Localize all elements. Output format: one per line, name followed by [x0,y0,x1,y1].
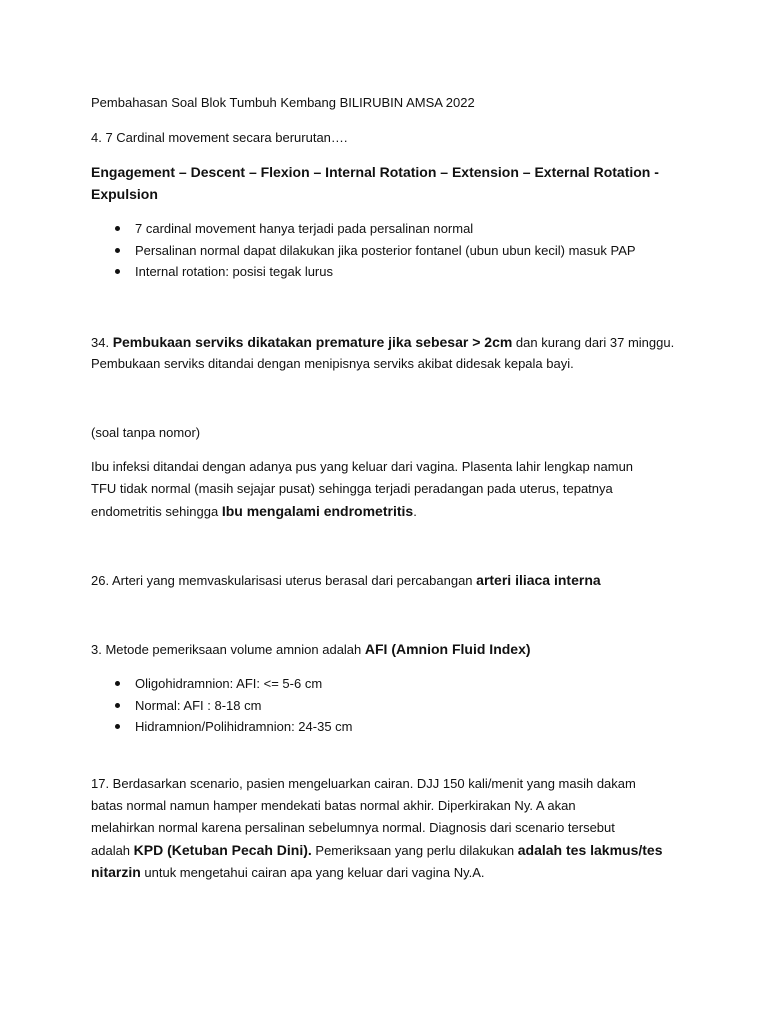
q17-line5-a: nitarzin [91,864,141,880]
q17-line1: 17. Berdasarkan scenario, pasien mengeluarkan cairan. DJJ 150 kali/menit yang masih dakam [91,776,636,791]
untitled-line3-text: endometritis sehingga [91,504,222,519]
untitled-line1: Ibu infeksi ditandai dengan adanya pus yang keluar dari vagina. Plasenta lahir lengkap namun [91,459,634,474]
q26-bold: arteri iliaca interna [476,572,601,588]
q4-bullet-list [91,218,681,283]
list-item: 7 cardinal movement hanya terjadi pada persalinan normal [91,218,681,240]
q3-line [91,638,681,661]
q17-line4-a: adalah [91,843,134,858]
q34-line1 [91,331,681,354]
q17-line5 [91,861,681,884]
q4-answer-line2: Expulsion [91,186,158,202]
q17-line4-c: Pemeriksaan yang perlu dilakukan [311,843,518,858]
q3-bold: AFI (Amnion Fluid Index) [364,641,531,657]
untitled-line2: TFU tidak normal (masih sejajar pusat) sehingga terjadi peradangan pada uterus, tepatnya [91,481,613,496]
q17-line4-d: adalah tes lakmus/tes [517,842,663,858]
untitled-label: (soal tanpa nomor) [91,425,201,440]
list-item: Persalinan normal dapat dilakukan jika posterior fontanel (ubun ubun kecil) masuk PAP [91,240,681,262]
q17-line4 [91,839,681,862]
untitled-line3-bold: Ibu mengalami endrometritis [221,503,414,519]
list-item: Oligohidramnion: AFI: <= 5-6 cm [91,673,681,695]
q3-text: 3. Metode pemeriksaan volume amnion adalah [91,642,365,657]
q3-bullet-list [91,673,681,738]
document-title: Pembahasan Soal Blok Tumbuh Kembang BILIRUBIN AMSA 2022 [91,95,475,110]
q17-line4-b: KPD (Ketuban Pecah Dini). [133,842,312,858]
list-item: Internal rotation: posisi tegak lurus [91,261,681,283]
q34-rest: dan kurang dari 37 minggu. [512,335,675,350]
q26-line [91,569,681,592]
q34-line2: Pembukaan serviks ditandai dengan menipisnya serviks akibat didesak kepala bayi. [91,356,574,371]
q17-line5-b: untuk mengetahui cairan apa yang keluar dari vagina Ny.A. [140,865,485,880]
untitled-line3-end: . [413,504,417,519]
q17-line2: batas normal namun hamper mendekati batas normal akhir. Diperkirakan Ny. A akan [91,798,576,813]
q17-line3: melahirkan normal karena persalinan sebelumnya normal. Diagnosis dari scenario tersebut [91,820,615,835]
q34-bold: Pembukaan serviks dikatakan premature jika sebesar > 2cm [112,334,513,350]
q4-answer-line1: Engagement – Descent – Flexion – Internal Rotation – Extension – External Rotation - [91,164,659,180]
q4-question: 4. 7 Cardinal movement secara berurutan…. [91,130,348,145]
untitled-line3 [91,500,681,523]
list-item: Normal: AFI : 8-18 cm [91,695,681,717]
q26-text: 26. Arteri yang memvaskularisasi uterus berasal dari percabangan [91,573,477,588]
list-item: Hidramnion/Polihidramnion: 24-35 cm [91,716,681,738]
q34-number: 34. [91,335,113,350]
